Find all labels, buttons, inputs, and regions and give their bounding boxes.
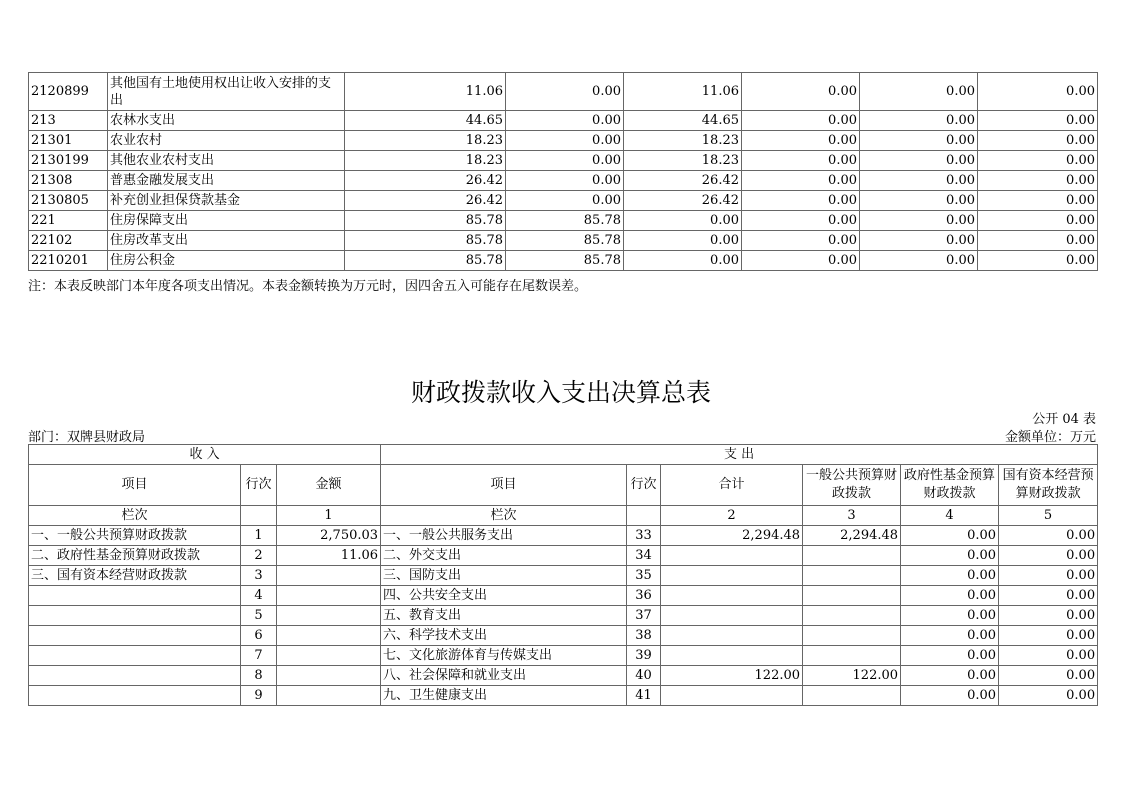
expense-item: 三、国防支出 <box>381 566 627 586</box>
amount-cell: 0.00 <box>978 231 1098 251</box>
amount-cell: 0.00 <box>506 191 624 211</box>
table-row <box>29 586 1098 606</box>
income-item: 三、国有资本经营财政拨款 <box>29 566 241 586</box>
amount-cell: 0.00 <box>860 131 978 151</box>
expense-item: 五、教育支出 <box>381 606 627 626</box>
department-label: 部门：双牌县财政局 <box>28 430 146 445</box>
subject-code: 221 <box>29 211 108 231</box>
section-header-row <box>29 445 1098 465</box>
income-item <box>29 626 241 646</box>
income-amount <box>277 586 381 606</box>
col-general: 一般公共预算财政拨款 <box>803 465 901 506</box>
expense-item: 二、外交支出 <box>381 546 627 566</box>
income-header: 收 入 <box>29 445 381 465</box>
income-item <box>29 586 241 606</box>
table-row <box>29 606 1098 626</box>
amount-cell: 26.42 <box>624 171 742 191</box>
amount-cell: 0.00 <box>506 171 624 191</box>
table-row <box>29 251 1098 271</box>
amount-cell: 0.00 <box>978 111 1098 131</box>
expense-header: 支 出 <box>381 445 1098 465</box>
col-index-2: 2 <box>661 506 803 526</box>
expense-total <box>661 586 803 606</box>
amount-cell: 85.78 <box>506 251 624 271</box>
expense-fund: 0.00 <box>901 646 999 666</box>
expense-total: 2,294.48 <box>661 526 803 546</box>
expense-item: 九、卫生健康支出 <box>381 686 627 706</box>
expense-line: 33 <box>627 526 661 546</box>
table-row <box>29 111 1098 131</box>
amount-cell: 0.00 <box>624 211 742 231</box>
subject-code: 21301 <box>29 131 108 151</box>
amount-cell: 0.00 <box>742 251 860 271</box>
income-item <box>29 686 241 706</box>
expense-line: 40 <box>627 666 661 686</box>
table-row <box>29 666 1098 686</box>
col-index-label2: 栏次 <box>381 506 627 526</box>
expense-line: 41 <box>627 686 661 706</box>
table-row <box>29 231 1098 251</box>
table-note: 注：本表反映部门本年度各项支出情况。本表金额转换为万元时，因四舍五入可能存在尾数误差。 <box>28 279 588 294</box>
amount-cell: 85.78 <box>345 211 506 231</box>
subject-name: 住房保障支出 <box>108 211 345 231</box>
subject-name: 住房改革支出 <box>108 231 345 251</box>
expense-state: 0.00 <box>999 686 1098 706</box>
amount-cell: 0.00 <box>742 191 860 211</box>
amount-cell: 0.00 <box>860 171 978 191</box>
column-index-row <box>29 506 1098 526</box>
table-row <box>29 73 1098 111</box>
subject-name: 农业农村 <box>108 131 345 151</box>
amount-cell: 85.78 <box>506 231 624 251</box>
amount-cell: 0.00 <box>978 131 1098 151</box>
expense-total <box>661 546 803 566</box>
amount-cell: 0.00 <box>978 191 1098 211</box>
expense-total <box>661 566 803 586</box>
col-state: 国有资本经营预算财政拨款 <box>999 465 1098 506</box>
expense-fund: 0.00 <box>901 566 999 586</box>
expense-fund: 0.00 <box>901 546 999 566</box>
amount-cell: 0.00 <box>506 73 624 111</box>
amount-cell: 0.00 <box>742 151 860 171</box>
amount-cell: 11.06 <box>345 73 506 111</box>
amount-cell: 0.00 <box>742 171 860 191</box>
amount-cell: 0.00 <box>860 151 978 171</box>
expense-state: 0.00 <box>999 546 1098 566</box>
expense-general <box>803 606 901 626</box>
expense-general <box>803 686 901 706</box>
amount-cell: 26.42 <box>345 171 506 191</box>
table-row <box>29 526 1098 546</box>
expense-item: 六、科学技术支出 <box>381 626 627 646</box>
expense-state: 0.00 <box>999 526 1098 546</box>
expense-state: 0.00 <box>999 586 1098 606</box>
col-amount: 金额 <box>277 465 381 506</box>
col-item: 项目 <box>29 465 241 506</box>
amount-cell: 18.23 <box>345 131 506 151</box>
subject-name: 补充创业担保贷款基金 <box>108 191 345 211</box>
amount-cell: 0.00 <box>860 111 978 131</box>
income-item: 二、政府性基金预算财政拨款 <box>29 546 241 566</box>
income-amount: 11.06 <box>277 546 381 566</box>
col-index-4: 4 <box>901 506 999 526</box>
expense-general: 122.00 <box>803 666 901 686</box>
amount-cell: 0.00 <box>978 151 1098 171</box>
amount-cell: 85.78 <box>506 211 624 231</box>
amount-cell: 85.78 <box>345 251 506 271</box>
expense-fund: 0.00 <box>901 586 999 606</box>
income-line: 9 <box>241 686 277 706</box>
subject-code: 2130199 <box>29 151 108 171</box>
table-row <box>29 151 1098 171</box>
expense-fund: 0.00 <box>901 626 999 646</box>
amount-cell: 0.00 <box>506 131 624 151</box>
expense-item: 八、社会保障和就业支出 <box>381 666 627 686</box>
expense-fund: 0.00 <box>901 666 999 686</box>
expense-line: 36 <box>627 586 661 606</box>
income-amount <box>277 626 381 646</box>
form-number: 公开 04 表 <box>1032 412 1096 427</box>
expense-detail-table <box>28 72 1098 271</box>
expense-item: 七、文化旅游体育与传媒支出 <box>381 646 627 666</box>
amount-cell: 44.65 <box>345 111 506 131</box>
table-row <box>29 546 1098 566</box>
subject-code: 2130805 <box>29 191 108 211</box>
income-amount <box>277 566 381 586</box>
subject-name: 其他农业农村支出 <box>108 151 345 171</box>
table-row <box>29 646 1098 666</box>
amount-cell: 0.00 <box>742 211 860 231</box>
table-row <box>29 686 1098 706</box>
table-row <box>29 171 1098 191</box>
column-header-row <box>29 465 1098 506</box>
expense-state: 0.00 <box>999 626 1098 646</box>
income-line: 8 <box>241 666 277 686</box>
expense-line: 39 <box>627 646 661 666</box>
income-line: 5 <box>241 606 277 626</box>
col-index-blank <box>241 506 277 526</box>
expense-general <box>803 646 901 666</box>
amount-cell: 44.65 <box>624 111 742 131</box>
amount-cell: 0.00 <box>742 73 860 111</box>
income-amount <box>277 686 381 706</box>
subject-name: 住房公积金 <box>108 251 345 271</box>
expense-line: 38 <box>627 626 661 646</box>
amount-cell: 26.42 <box>624 191 742 211</box>
expense-total <box>661 686 803 706</box>
expense-total <box>661 626 803 646</box>
col-line: 行次 <box>241 465 277 506</box>
subject-code: 2210201 <box>29 251 108 271</box>
income-amount: 2,750.03 <box>277 526 381 546</box>
subject-name: 其他国有土地使用权出让收入安排的支出 <box>108 73 345 111</box>
amount-cell: 18.23 <box>624 151 742 171</box>
income-line: 7 <box>241 646 277 666</box>
amount-cell: 26.42 <box>345 191 506 211</box>
amount-cell: 0.00 <box>860 191 978 211</box>
amount-cell: 0.00 <box>742 111 860 131</box>
page-title: 财政拨款收入支出决算总表 <box>410 378 711 407</box>
income-amount <box>277 646 381 666</box>
subject-name: 农林水支出 <box>108 111 345 131</box>
expense-fund: 0.00 <box>901 606 999 626</box>
expense-item: 四、公共安全支出 <box>381 586 627 606</box>
expense-fund: 0.00 <box>901 686 999 706</box>
expense-general: 2,294.48 <box>803 526 901 546</box>
expense-state: 0.00 <box>999 606 1098 626</box>
expense-total <box>661 606 803 626</box>
col-index-5: 5 <box>999 506 1098 526</box>
subject-code: 22102 <box>29 231 108 251</box>
amount-cell: 0.00 <box>978 251 1098 271</box>
table-row <box>29 131 1098 151</box>
subject-name: 普惠金融发展支出 <box>108 171 345 191</box>
subject-code: 21308 <box>29 171 108 191</box>
expense-fund: 0.00 <box>901 526 999 546</box>
expense-line: 34 <box>627 546 661 566</box>
income-line: 6 <box>241 626 277 646</box>
col-index-3: 3 <box>803 506 901 526</box>
amount-cell: 0.00 <box>860 211 978 231</box>
income-item: 一、一般公共预算财政拨款 <box>29 526 241 546</box>
amount-cell: 0.00 <box>978 73 1098 111</box>
amount-cell: 0.00 <box>860 251 978 271</box>
amount-cell: 18.23 <box>345 151 506 171</box>
amount-cell: 0.00 <box>860 73 978 111</box>
table-row <box>29 211 1098 231</box>
expense-state: 0.00 <box>999 566 1098 586</box>
col-item2: 项目 <box>381 465 627 506</box>
expense-general <box>803 626 901 646</box>
col-line2: 行次 <box>627 465 661 506</box>
expense-line: 35 <box>627 566 661 586</box>
income-item <box>29 606 241 626</box>
expense-general <box>803 586 901 606</box>
table-row <box>29 626 1098 646</box>
expense-state: 0.00 <box>999 646 1098 666</box>
amount-cell: 0.00 <box>506 151 624 171</box>
amount-cell: 18.23 <box>624 131 742 151</box>
income-line: 3 <box>241 566 277 586</box>
amount-cell: 0.00 <box>506 111 624 131</box>
income-amount <box>277 666 381 686</box>
expense-total <box>661 646 803 666</box>
expense-general <box>803 566 901 586</box>
table-row <box>29 566 1098 586</box>
expense-total: 122.00 <box>661 666 803 686</box>
unit-label: 金额单位：万元 <box>1004 430 1096 445</box>
col-index-label: 栏次 <box>29 506 241 526</box>
income-amount <box>277 606 381 626</box>
amount-cell: 0.00 <box>860 231 978 251</box>
amount-cell: 0.00 <box>742 131 860 151</box>
subject-code: 213 <box>29 111 108 131</box>
expense-general <box>803 546 901 566</box>
income-line: 2 <box>241 546 277 566</box>
amount-cell: 0.00 <box>978 211 1098 231</box>
income-line: 4 <box>241 586 277 606</box>
expense-item: 一、一般公共服务支出 <box>381 526 627 546</box>
amount-cell: 11.06 <box>624 73 742 111</box>
expense-state: 0.00 <box>999 666 1098 686</box>
col-total: 合计 <box>661 465 803 506</box>
income-line: 1 <box>241 526 277 546</box>
amount-cell: 85.78 <box>345 231 506 251</box>
amount-cell: 0.00 <box>624 251 742 271</box>
expense-line: 37 <box>627 606 661 626</box>
summary-table <box>28 444 1098 706</box>
income-item <box>29 666 241 686</box>
amount-cell: 0.00 <box>742 231 860 251</box>
col-index-blank2 <box>627 506 661 526</box>
col-index-1: 1 <box>277 506 381 526</box>
table-row <box>29 191 1098 211</box>
col-fund: 政府性基金预算财政拨款 <box>901 465 999 506</box>
income-item <box>29 646 241 666</box>
amount-cell: 0.00 <box>624 231 742 251</box>
subject-code: 2120899 <box>29 73 108 111</box>
amount-cell: 0.00 <box>978 171 1098 191</box>
